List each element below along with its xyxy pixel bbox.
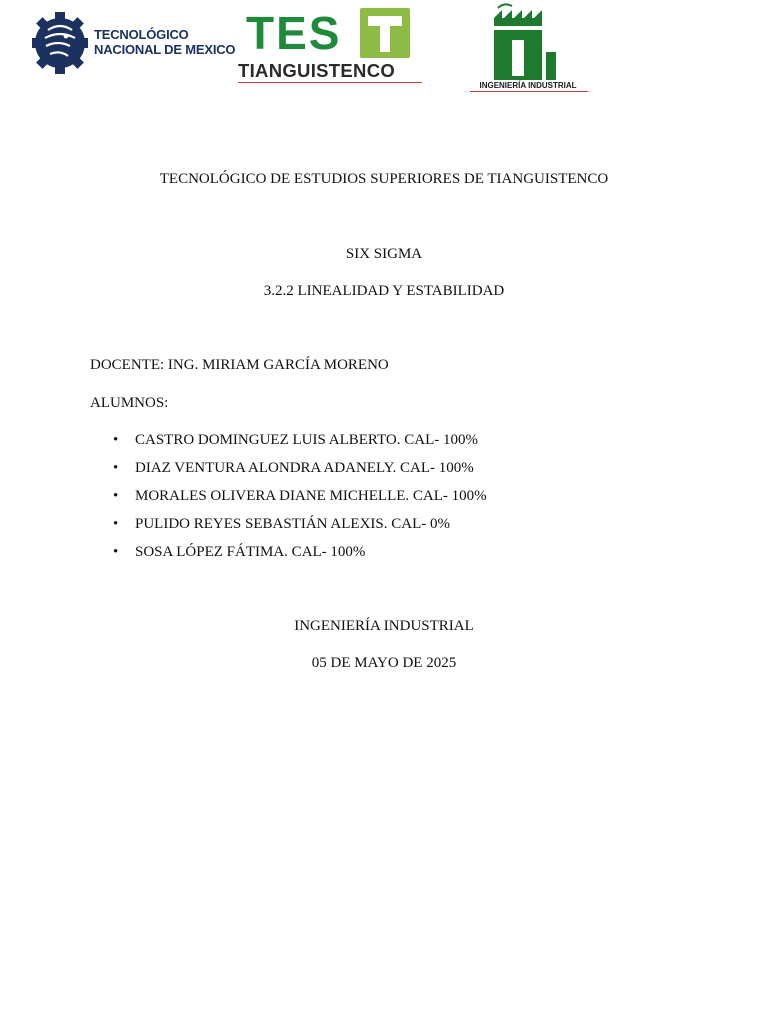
student-entry: MORALES OLIVERA DIANE MICHELLE. CAL- 100% <box>135 488 487 504</box>
tes-logo-subtitle: TIANGUISTENCO <box>238 60 396 81</box>
career-name: INGENIERÍA INDUSTRIAL <box>294 618 474 634</box>
list-item <box>90 431 487 459</box>
student-entry: PULIDO REYES SEBASTIÁN ALEXIS. CAL- 0% <box>135 516 450 532</box>
ingenieria-industrial-logo-underline <box>470 91 588 92</box>
subject-title: SIX SIGMA <box>345 246 423 262</box>
tecnm-logo <box>30 0 236 86</box>
header-logos <box>0 0 768 100</box>
teacher-line: DOCENTE: ING. MIRIAM GARCÍA MORENO <box>90 357 389 373</box>
tes-logo-word: TES <box>246 7 342 59</box>
ingenieria-industrial-logo-label: INGENIERÍA INDUSTRIAL <box>479 81 577 90</box>
bullet-icon: • <box>113 516 119 532</box>
institution-name: TECNOLÓGICO DE ESTUDIOS SUPERIORES DE TIANGUISTENCO <box>159 171 609 187</box>
bullet-icon: • <box>113 544 119 560</box>
tecnm-eagle-gear-icon <box>30 0 92 86</box>
bullet-icon: • <box>113 488 119 504</box>
tes-t-block-icon <box>360 8 410 58</box>
bullet-icon: • <box>113 460 119 476</box>
industrial-factory-icon <box>468 2 592 82</box>
tes-logo-underline <box>238 82 422 83</box>
ingenieria-industrial-logo <box>468 2 592 96</box>
list-item <box>90 543 487 571</box>
tes-tianguistenco-logo <box>238 5 424 85</box>
students-label: ALUMNOS: <box>90 395 169 411</box>
list-item <box>90 515 487 543</box>
student-entry: DIAZ VENTURA ALONDRA ADANELY. CAL- 100% <box>135 460 474 476</box>
students-list <box>90 431 487 571</box>
student-entry: CASTRO DOMINGUEZ LUIS ALBERTO. CAL- 100% <box>135 432 478 448</box>
list-item <box>90 487 487 515</box>
student-entry: SOSA LÓPEZ FÁTIMA. CAL- 100% <box>135 544 366 560</box>
tecnm-logo-text: TECNOLÓGICO NACIONAL DE MEXICO <box>94 27 236 57</box>
list-item <box>90 459 487 487</box>
document-date: 05 DE MAYO DE 2025 <box>311 655 457 671</box>
topic-title: 3.2.2 LINEALIDAD Y ESTABILIDAD <box>263 283 505 299</box>
bullet-icon: • <box>113 432 119 448</box>
